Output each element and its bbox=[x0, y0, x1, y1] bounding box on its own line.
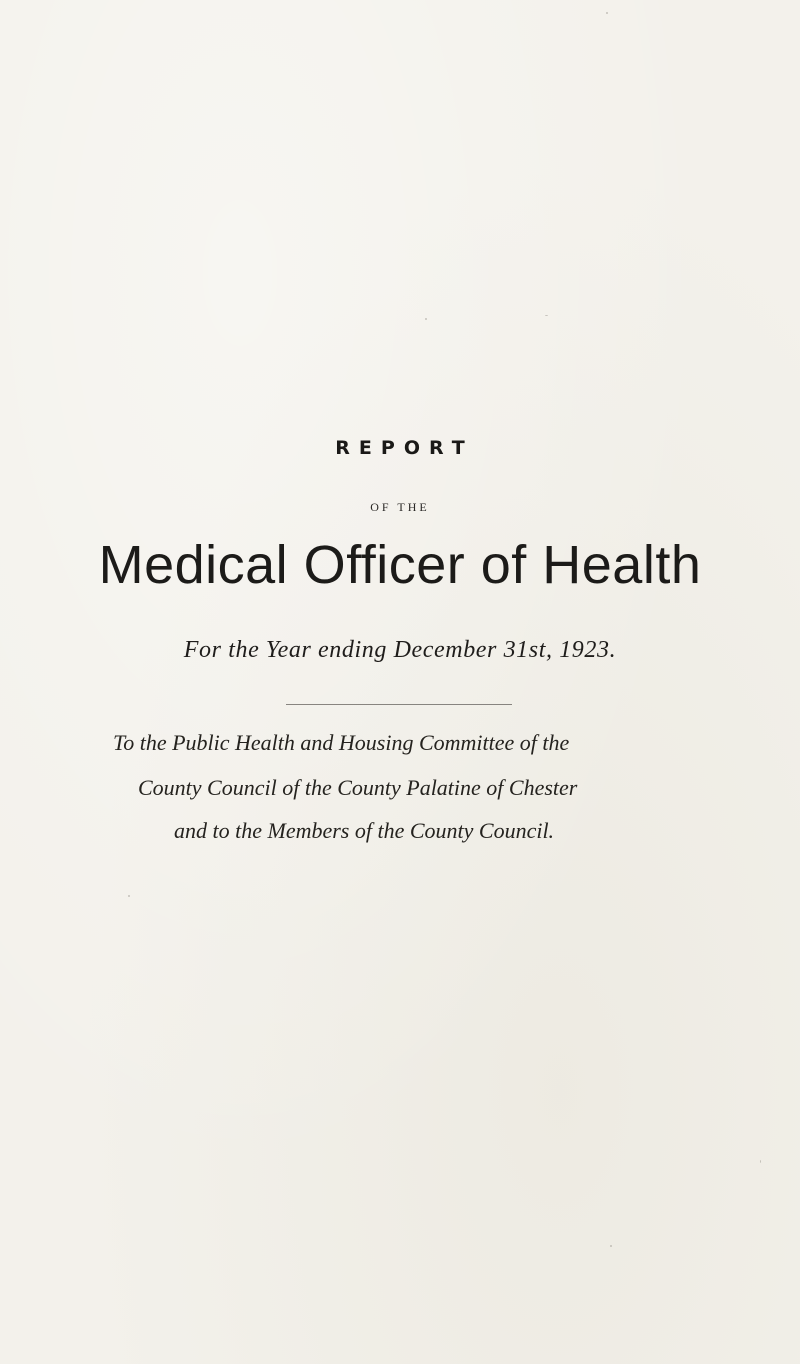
address-line-3: and to the Members of the County Council. bbox=[174, 818, 555, 843]
document-subtitle: For the Year ending December 31st, 1923. bbox=[183, 637, 617, 663]
document-title: Medical Officer of Health bbox=[98, 535, 702, 595]
report-heading: REPORT bbox=[335, 437, 474, 459]
of-the-label: OF THE bbox=[370, 500, 430, 514]
address-line-2: County Council of the County Palatine of Chester bbox=[138, 775, 578, 800]
address-line-1: To the Public Health and Housing Committee of the bbox=[113, 730, 570, 755]
divider-rule bbox=[286, 704, 512, 705]
